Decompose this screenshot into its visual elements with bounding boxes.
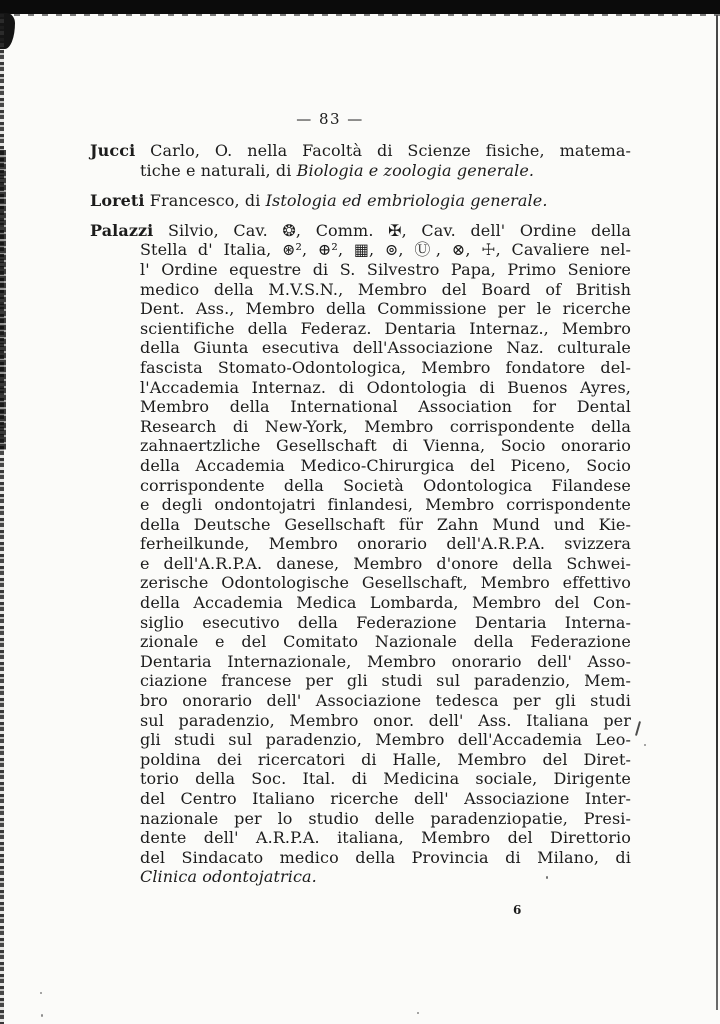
entry-text: del Sindacato medico della Provincia di Milano, di [140,847,631,867]
entry-text: e degli ondontojatri finlandesi, Membro corrispondente [140,495,631,515]
text-line [90,809,631,829]
discipline-title: Biologia e zoologia generale. [296,160,535,180]
text-line [90,397,631,417]
discipline-title: Istologia ed embriologia generale. [265,190,548,210]
text-line [90,319,631,339]
text-line [90,867,631,887]
entry-palazzi [90,221,631,887]
entry-text: sul paradenzio, Membro onor. dell' Ass. Italiana per [140,710,631,730]
entry-text: scientifiche della Federaz. Dentaria Internaz., Membro [140,318,631,338]
text-line [90,476,631,496]
text-line [90,338,631,358]
entry-text: bro onorario dell' Associazione tedesca per gli studi [140,691,631,711]
text-line [90,593,631,613]
entry-text: Stella d' Italia, ⊛², ⊕², ▦, ⊚, Ⓤ, ⊗, ☩, Cavaliere nel- [140,240,631,260]
entry-text: zionale e del Comitato Nazionale della Federazione [140,632,631,652]
entry-text: Dentaria Internazionale, Membro onorario dell' Asso- [140,651,631,671]
scan-edge-right-line [716,15,718,1010]
entry-text: corrispondente della Società Odontologica Filandese [140,475,631,495]
entry-text: l' Ordine equestre di S. Silvestro Papa, Primo Seniore [140,259,631,279]
entry-text: siglio esecutivo della Federazione Dentaria Interna- [140,612,631,632]
entry-text: della Accademia Medico-Chirurgica del Piceno, Socio [140,455,631,475]
entries [90,141,631,897]
scan-speck [417,1012,419,1014]
text-line [90,632,631,652]
text-line [90,417,631,437]
scan-speck [41,1014,43,1017]
entry-text: gli studi sul paradenzio, Membro dell'Accademia Leo- [140,730,631,750]
entry-text: poldina dei ricercatori di Halle, Membro del Diret- [140,749,631,769]
text-line [90,456,631,476]
scan-speck [644,744,646,746]
entry-text: zahnaertzliche Gesellschaft di Vienna, Socio onorario [140,436,631,456]
discipline-title: Clinica odontojatrica. [140,867,317,887]
entry-loreti [90,191,631,211]
entry-text: nazionale per lo studio delle paradenziopatie, Presi- [140,808,631,828]
text-line [90,750,631,770]
text-line [90,161,631,181]
text-line [90,828,631,848]
entry-text: della Giunta esecutiva dell'Associazione Naz. culturale [140,338,631,358]
sheet-number: 6 [513,903,522,917]
entry-text: della Accademia Medica Lombarda, Membro del Con- [140,593,631,613]
entry-text: Francesco, di [144,190,266,210]
entry-jucci [90,141,631,180]
page-number: — 83 — [296,110,364,128]
text-line [90,769,631,789]
text-line [90,711,631,731]
text-line [90,573,631,593]
entry-text: e dell'A.R.P.A. danese, Membro d'onore della Schwei- [140,553,631,573]
scan-edge-top-band [0,0,720,14]
entry-text: ferheilkunde, Membro onorario dell'A.R.P.A. svizzera [140,534,631,554]
entry-text: l'Accademia Internaz. di Odontologia di Buenos Ayres, [140,377,631,397]
text-line [90,534,631,554]
text-line [90,691,631,711]
entry-text: Carlo, O. nella Facoltà di Scienze fisiche, matema- [135,141,631,160]
scan-speck [40,992,42,994]
text-line [90,789,631,809]
text-line [90,848,631,868]
entry-text: del Centro Italiano ricerche dell' Associazione Inter- [140,789,631,808]
scan-edge-left-dark [0,150,6,450]
entry-text: zerische Odontologische Gesellschaft, Membro effettivo [140,573,631,593]
entry-text: ciazione francese per gli studi sul paradenzio, Mem- [140,671,631,691]
entry-text: torio della Soc. Ital. di Medicina sociale, Dirigente [140,769,631,789]
entry-text: dente dell' A.R.P.A. italiana, Membro del Direttorio [140,828,631,848]
text-line [90,554,631,574]
text-line [90,730,631,750]
text-line [90,141,631,161]
entry-name: Jucci [90,141,136,160]
text-line [90,378,631,398]
entry-text: fascista Stomato-Odontologica, Membro fondatore del- [140,357,631,377]
entry-text: Silvio, Cav. ❂, Comm. ✠, Cav. dell' Ordine della [153,220,631,240]
text-line [90,260,631,280]
text-line [90,613,631,633]
text-line [90,495,631,515]
text-line [90,358,631,378]
entry-name: Palazzi [90,220,154,240]
text-line [90,436,631,456]
text-line [90,240,631,260]
text-line [90,299,631,319]
text-line [90,221,631,241]
entry-text: della Deutsche Gesellschaft für Zahn Mund und Kie- [140,514,631,534]
text-line [90,280,631,300]
entry-text: Dent. Ass., Membro della Commissione per le ricerche [140,299,631,319]
text-line [90,515,631,535]
text-line [90,652,631,672]
entry-text: Research di New-York, Membro corrispondente della [140,416,631,436]
entry-text: Membro della International Association for Dental [140,397,631,417]
entry-name: Loreti [90,190,145,210]
scan-speck [546,876,548,879]
scan-stray-mark [635,721,641,736]
entry-text: tiche e naturali, di [140,160,297,180]
entry-text: medico della M.V.S.N., Membro del Board of British [140,279,631,299]
scan-edge-top-ragged [0,14,720,16]
text-line [90,191,631,211]
text-line [90,671,631,691]
